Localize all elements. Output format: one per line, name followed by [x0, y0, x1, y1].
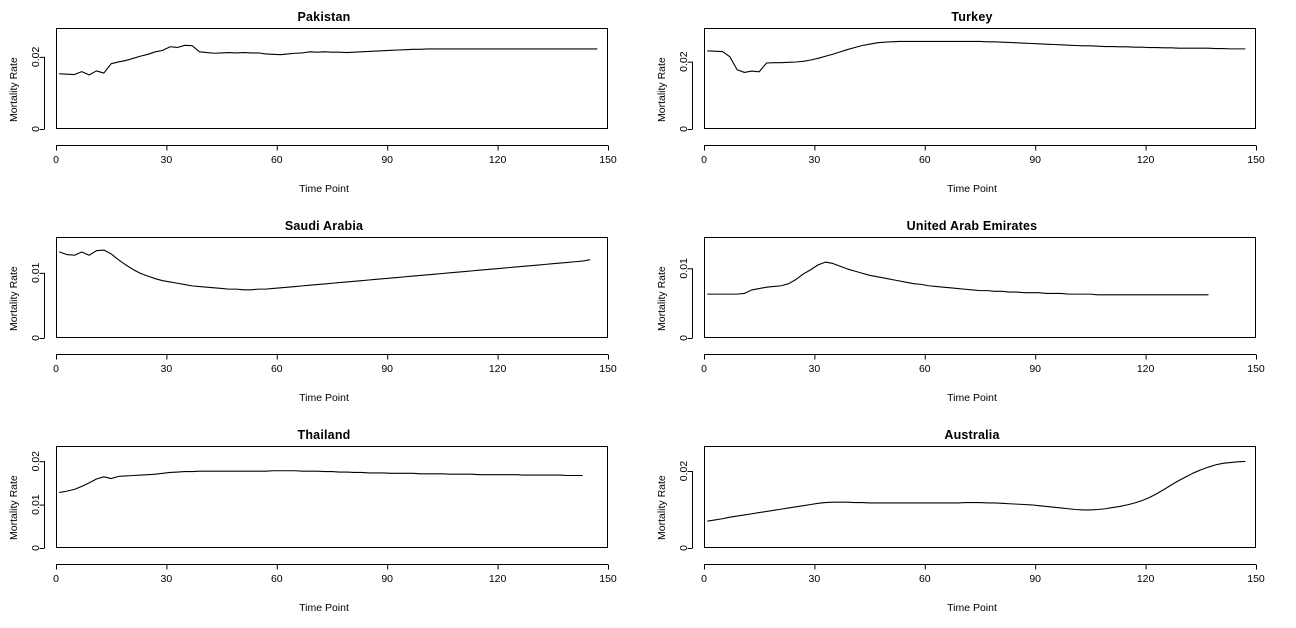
x-tick-label: 150	[599, 154, 617, 166]
plot-box	[57, 238, 608, 338]
x-tick-label: 120	[1136, 573, 1155, 585]
x-tick-label: 60	[270, 573, 283, 585]
y-tick-label: 0	[677, 545, 690, 551]
chart-panel-australia	[648, 418, 1296, 628]
x-tick-label: 60	[918, 154, 931, 166]
x-tick-label: 120	[1136, 363, 1155, 375]
x-tick-label: 120	[488, 154, 507, 166]
x-tick-label: 30	[160, 154, 173, 166]
plot-area	[648, 209, 1296, 418]
plot-area	[648, 0, 1296, 209]
x-tick-label: 60	[918, 573, 931, 585]
y-tick-label: 0.01	[29, 262, 42, 284]
x-tick-label: 30	[808, 154, 821, 166]
x-tick-label: 150	[1247, 573, 1265, 585]
y-tick-label: 0.01	[29, 494, 42, 515]
x-axis-label: Time Point	[299, 183, 349, 195]
y-axis-label: Mortality Rate	[8, 475, 20, 541]
x-tick-label: 150	[599, 363, 617, 375]
series-line	[708, 262, 1208, 295]
y-axis-label: Mortality Rate	[8, 57, 20, 122]
series-line	[60, 250, 590, 290]
y-tick-label: 0.02	[29, 450, 42, 472]
x-tick-label: 60	[270, 154, 283, 166]
x-tick-label: 0	[701, 363, 707, 375]
chart-title: Turkey	[951, 10, 993, 24]
y-tick-label: 0.02	[677, 51, 690, 72]
y-tick-label: 0.02	[29, 46, 42, 68]
series-line	[708, 41, 1245, 72]
x-tick-label: 120	[488, 573, 507, 585]
x-tick-label: 0	[53, 363, 59, 375]
plot-box	[705, 29, 1256, 129]
x-axis-label: Time Point	[947, 392, 997, 404]
chart-title: Australia	[944, 428, 1000, 442]
x-tick-label: 30	[808, 363, 821, 375]
x-tick-label: 150	[1247, 154, 1265, 166]
chart-title: Thailand	[297, 428, 351, 442]
x-axis-label: Time Point	[299, 392, 349, 404]
x-tick-label: 120	[488, 363, 507, 375]
x-tick-label: 0	[53, 573, 59, 585]
y-tick-label: 0	[29, 335, 42, 341]
chart-title: Saudi Arabia	[284, 219, 364, 233]
plot-box	[705, 447, 1256, 548]
chart-title: United Arab Emirates	[906, 219, 1038, 233]
x-tick-label: 90	[381, 363, 394, 375]
plot-box	[57, 29, 608, 129]
x-tick-label: 90	[381, 573, 394, 585]
y-tick-label: 0	[677, 335, 690, 341]
x-tick-label: 90	[381, 154, 394, 166]
y-tick-label: 0.02	[677, 460, 690, 482]
x-tick-label: 0	[53, 154, 59, 166]
chart-panel-united-arab-emirates	[648, 209, 1296, 418]
x-tick-label: 150	[599, 573, 617, 585]
y-axis-label: Mortality Rate	[8, 266, 20, 331]
x-tick-label: 90	[1029, 363, 1042, 375]
y-tick-label: 0	[677, 126, 690, 132]
x-tick-label: 0	[701, 154, 707, 166]
x-tick-label: 120	[1136, 154, 1155, 166]
x-tick-label: 150	[1247, 363, 1265, 375]
x-axis-label: Time Point	[299, 602, 349, 614]
x-tick-label: 30	[160, 573, 173, 585]
x-tick-label: 60	[270, 363, 283, 375]
chart-panel-saudi-arabia	[0, 209, 648, 418]
x-tick-label: 30	[160, 363, 173, 375]
series-line	[60, 45, 597, 75]
x-tick-label: 90	[1029, 154, 1042, 166]
y-tick-label: 0	[29, 545, 42, 551]
plot-area	[0, 0, 648, 209]
y-axis-label: Mortality Rate	[656, 266, 668, 331]
y-axis-label: Mortality Rate	[656, 57, 668, 122]
chart-panel-thailand	[0, 418, 648, 628]
series-line	[60, 471, 583, 493]
x-axis-label: Time Point	[947, 183, 997, 195]
x-tick-label: 90	[1029, 573, 1042, 585]
y-tick-label: 0	[29, 126, 42, 132]
x-tick-label: 30	[808, 573, 821, 585]
y-axis-label: Mortality Rate	[656, 475, 668, 541]
chart-panel-pakistan	[0, 0, 648, 209]
plot-box	[57, 447, 608, 548]
x-axis-label: Time Point	[947, 602, 997, 614]
chart-panel-turkey	[648, 0, 1296, 209]
x-tick-label: 0	[701, 573, 707, 585]
plot-area	[0, 209, 648, 418]
plot-box	[705, 238, 1256, 338]
plot-area	[0, 418, 648, 628]
plot-area	[648, 418, 1296, 628]
series-line	[708, 461, 1245, 521]
x-tick-label: 60	[918, 363, 931, 375]
chart-title: Pakistan	[297, 10, 351, 24]
y-tick-label: 0.01	[677, 258, 690, 279]
